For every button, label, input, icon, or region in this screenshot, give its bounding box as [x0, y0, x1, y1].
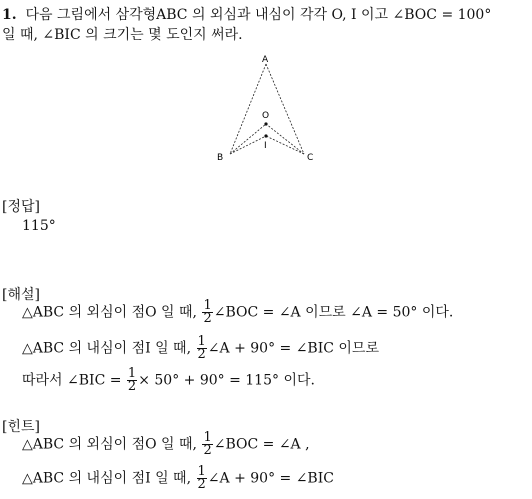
- triangle-figure: [214, 52, 324, 168]
- explanation-heading: [해설]: [2, 287, 40, 303]
- question-line-2: 일 때, ∠BIC 의 크기는 몇 도인지 써라.: [2, 27, 243, 43]
- label-i: I: [264, 141, 267, 151]
- hint-line-1: △ABC 의 외심이 점O 일 때, $\frac{1}{2}$ ∠BOC = ∠A ,: [22, 430, 310, 458]
- edge-ci: [266, 136, 304, 154]
- fraction-half: $\frac{1}{2}$: [197, 334, 206, 362]
- explanation-line-2: △ABC 의 내심이 점I 일 때, $\frac{1}{2}$ ∠A + 90° = ∠BIC 이므로: [22, 334, 379, 362]
- explanation-line-3: 따라서 ∠BIC = $\frac{1}{2}$ × 50° + 90° = 115° 이다.: [22, 366, 315, 394]
- edge-bi: [230, 136, 266, 154]
- fraction-half: $\frac{1}{2}$: [127, 366, 137, 394]
- label-a: A: [262, 55, 269, 65]
- answer-value: 115°: [22, 218, 56, 234]
- edge-ab: [230, 64, 266, 154]
- label-o: O: [262, 111, 270, 121]
- explanation-line-1: △ABC 의 외심이 점O 일 때, $\frac{1}{2}$ ∠BOC = ∠A 이므로 ∠A = 50° 이다.: [22, 298, 454, 326]
- point-i: [264, 134, 267, 137]
- answer-heading: [정답]: [2, 199, 40, 215]
- fraction-half: $\frac{1}{2}$: [197, 464, 206, 492]
- edge-co: [266, 124, 304, 154]
- question-line-1: 다음 그림에서 삼각형ABC 의 외심과 내심이 각각 O, I 이고 ∠BOC = 100°: [25, 7, 492, 23]
- question: [2, 5, 491, 45]
- fraction-half: $\frac{1}{2}$: [203, 298, 212, 326]
- label-c: C: [307, 153, 314, 163]
- hint-heading: [힌트]: [2, 419, 40, 435]
- point-o: [264, 122, 267, 125]
- label-b: B: [217, 153, 224, 163]
- hint-line-2: △ABC 의 내심이 점I 일 때, $\frac{1}{2}$ ∠A + 90° = ∠BIC: [22, 464, 334, 492]
- fraction-half: $\frac{1}{2}$: [203, 430, 212, 458]
- question-number: 1.: [2, 7, 17, 23]
- edge-ac: [266, 64, 304, 154]
